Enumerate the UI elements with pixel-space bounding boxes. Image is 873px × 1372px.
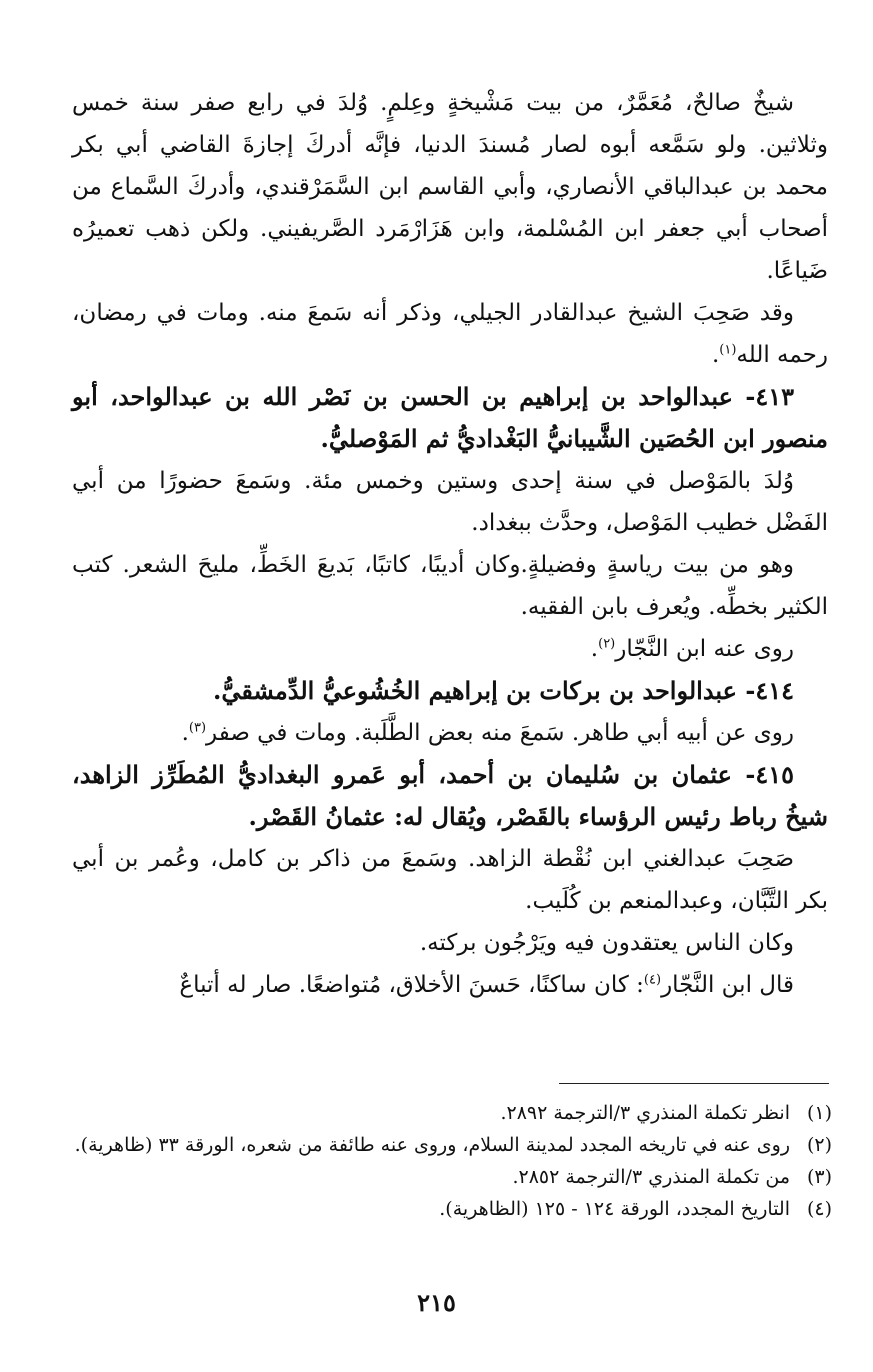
footnote-divider bbox=[559, 1083, 829, 1084]
paragraph-text: شيخٌ صالحٌ، مُعَمَّرٌ، من بيت مَشْيخةٍ وعِلمٍ. وُلدَ في رابع صفر سنة خمس وثلاثين. ولو سَمَّعه أبوه لصار مُسندَ الدنيا، فإنَّه أدركَ إجازةَ القاضي أبي بكر محمد بن عبدالباقي الأنصاري، وأبي القاسم ابن السَّمَرْقندي، وأدركَ السَّماع من أصحاب أبي جعفر ابن المُسْلمة، وابن هَزَارْمَرد الصَّريفيني. ولكن ذهب تعميرُه ضَياعًا. bbox=[72, 90, 828, 284]
paragraph-suffix: : كان ساكنًا، حَسنَ الأخلاق، مُتواضعًا. صار له أتباعٌ bbox=[179, 972, 644, 998]
paragraph-text: وُلدَ بالمَوْصل في سنة إحدى وستين وخمس مئة. وسَمعَ حضورًا من أبي الفَضْل خطيب المَوْصل، وحدَّث ببغداد. bbox=[72, 468, 828, 536]
paragraph bbox=[72, 544, 828, 628]
paragraph-text: روى عن أبيه أبي طاهر. سَمعَ منه بعض الطَّلَبة. ومات في صفر bbox=[206, 720, 794, 746]
paragraph-text: قال ابن النَّجّار bbox=[661, 972, 794, 998]
entry-title: عبدالواحد بن إبراهيم بن الحسن بن نَصْر الله بن عبدالواحد، أبو منصور ابن الحُصَين الشَّيبانيُّ البَغْداديُّ ثم المَوْصليُّ. bbox=[72, 382, 828, 453]
paragraph bbox=[72, 838, 828, 922]
footnote bbox=[72, 1129, 832, 1161]
footnote-text: التاريخ المجدد، الورقة ١٢٤ - ١٢٥ (الظاهرية). bbox=[439, 1198, 790, 1220]
footnote-number: (١) bbox=[806, 1102, 832, 1124]
footnote-ref: (٣) bbox=[188, 720, 207, 736]
entry-heading-413 bbox=[72, 376, 828, 460]
footnote-ref: (١) bbox=[719, 342, 737, 358]
page-number: ٢١٥ bbox=[417, 1288, 456, 1317]
paragraph-suffix: . bbox=[711, 342, 720, 368]
main-text bbox=[72, 82, 828, 1006]
footnote-number: (٤) bbox=[806, 1198, 832, 1220]
footnote-text: انظر تكملة المنذري ٣/الترجمة ٢٨٩٢. bbox=[500, 1102, 790, 1124]
entry-title: عبدالواحد بن بركات بن إبراهيم الخُشُوعيُّ الدِّمشقيُّ. bbox=[212, 676, 737, 705]
paragraph-text: وهو من بيت رياسةٍ وفضيلةٍ.وكان أديبًا، كاتبًا، بَديعَ الخَطِّ، مليحَ الشعر. كتب الكثير بخطِّه. ويُعرف بابن الفقيه. bbox=[72, 552, 828, 620]
footnote-number: (٣) bbox=[806, 1166, 832, 1188]
paragraph bbox=[72, 292, 828, 376]
paragraph-text: وقد صَحِبَ الشيخ عبدالقادر الجيلي، وذكر أنه سَمعَ منه. ومات في رمضان، رحمه الله bbox=[72, 300, 828, 368]
paragraph bbox=[72, 628, 828, 670]
paragraph-text: وكان الناس يعتقدون فيه ويَرْجُون بركته. bbox=[419, 930, 794, 956]
entry-heading-414 bbox=[72, 670, 828, 712]
entry-title: عثمان بن سُليمان بن أحمد، أبو عَمرو البغداديُّ المُطَرِّز الزاهد، شيخُ رباط رئيس الرؤساء بالقَصْر، ويُقال له: عثمانُ القَصْر. bbox=[72, 760, 828, 831]
footnote-text: من تكملة المنذري ٣/الترجمة ٢٨٥٢. bbox=[512, 1166, 790, 1188]
paragraph bbox=[72, 922, 828, 964]
footnote-ref: (٤) bbox=[643, 972, 662, 988]
paragraph-suffix: . bbox=[590, 636, 599, 662]
entry-number: ٤١٣- bbox=[745, 382, 794, 411]
footnote bbox=[72, 1161, 832, 1193]
paragraph-text: صَحِبَ عبدالغني ابن نُقْطة الزاهد. وسَمعَ من ذاكر بن كامل، وعُمر بن أبي بكر التَّبَّان، وعبدالمنعم بن كُلَيب. bbox=[72, 846, 828, 914]
footnote bbox=[72, 1097, 832, 1129]
footnote-ref: (٢) bbox=[598, 636, 616, 652]
footnote-number: (٢) bbox=[806, 1134, 832, 1156]
paragraph-suffix: . bbox=[181, 720, 189, 746]
paragraph bbox=[72, 964, 828, 1006]
paragraph-text: روى عنه ابن النَّجّار bbox=[615, 636, 794, 662]
footnote bbox=[72, 1193, 832, 1225]
footnotes bbox=[72, 1097, 832, 1225]
entry-number: ٤١٥- bbox=[745, 760, 794, 789]
paragraph bbox=[72, 712, 828, 754]
paragraph bbox=[72, 460, 828, 544]
entry-heading-415 bbox=[72, 754, 828, 838]
entry-number: ٤١٤- bbox=[745, 676, 794, 705]
footnote-text: روى عنه في تاريخه المجدد لمدينة السلام، وروى عنه طائفة من شعره، الورقة ٣٣ (ظاهرية). bbox=[74, 1134, 790, 1156]
paragraph bbox=[72, 82, 828, 292]
